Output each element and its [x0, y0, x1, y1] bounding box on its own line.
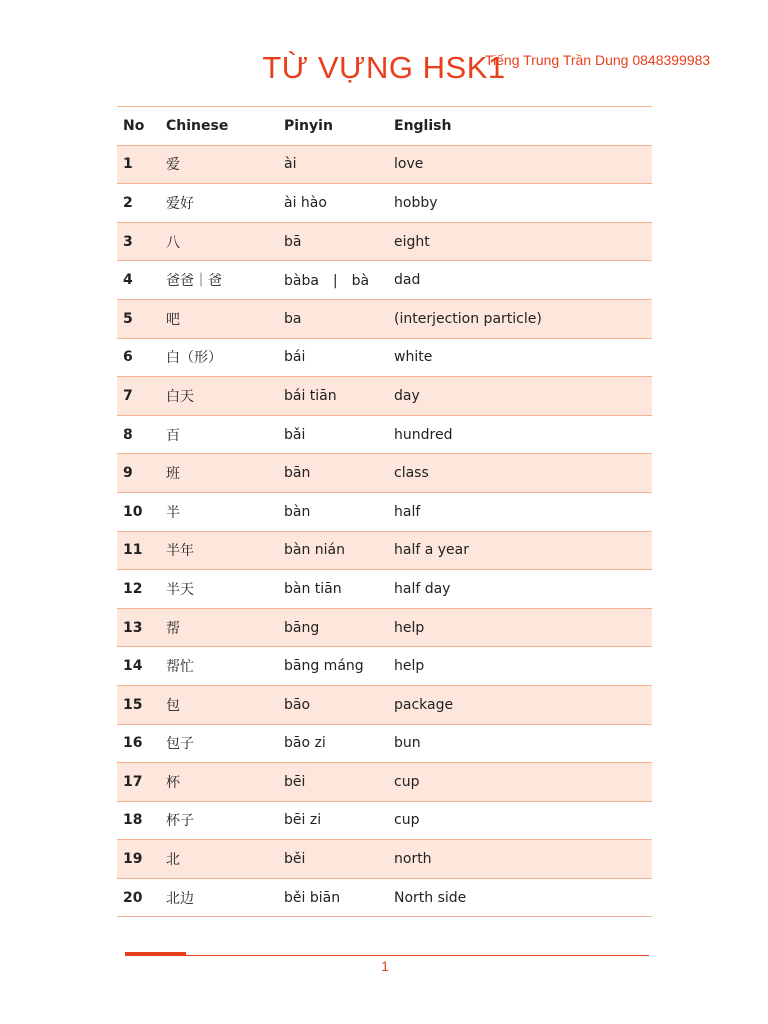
cell-chinese: 爸爸｜爸 — [160, 261, 278, 300]
cell-pinyin: bāo — [278, 685, 388, 724]
cell-pinyin: bēi zi — [278, 801, 388, 840]
cell-english: eight — [388, 222, 652, 261]
cell-no: 12 — [117, 570, 160, 609]
table-row — [117, 608, 652, 647]
footer-accent-bar — [125, 952, 186, 956]
cell-pinyin: bàn — [278, 492, 388, 531]
cell-english: north — [388, 840, 652, 879]
table-header — [117, 107, 652, 146]
cell-pinyin: bāo zi — [278, 724, 388, 763]
cell-chinese: 包 — [160, 685, 278, 724]
header-chinese: Chinese — [160, 107, 278, 146]
cell-chinese: 白（形） — [160, 338, 278, 377]
table-row — [117, 685, 652, 724]
cell-no: 9 — [117, 454, 160, 493]
cell-chinese: 班 — [160, 454, 278, 493]
cell-pinyin: bàba | bà — [278, 261, 388, 300]
cell-english: North side — [388, 878, 652, 917]
table-row — [117, 492, 652, 531]
cell-pinyin: ba — [278, 299, 388, 338]
cell-no: 13 — [117, 608, 160, 647]
cell-chinese: 百 — [160, 415, 278, 454]
cell-no: 4 — [117, 261, 160, 300]
table-row — [117, 261, 652, 300]
cell-english: package — [388, 685, 652, 724]
page-title: TỪ VỰNG HSK1 — [262, 50, 506, 85]
cell-english: half a year — [388, 531, 652, 570]
table-row — [117, 801, 652, 840]
page-number: 1 — [381, 958, 389, 974]
cell-no: 15 — [117, 685, 160, 724]
cell-chinese: 半 — [160, 492, 278, 531]
table-row — [117, 840, 652, 879]
cell-english: cup — [388, 763, 652, 802]
table-row — [117, 184, 652, 223]
cell-english: class — [388, 454, 652, 493]
cell-english: dad — [388, 261, 652, 300]
cell-no: 16 — [117, 724, 160, 763]
cell-no: 1 — [117, 145, 160, 184]
cell-english: bun — [388, 724, 652, 763]
cell-pinyin: bēi — [278, 763, 388, 802]
cell-english: day — [388, 377, 652, 416]
cell-pinyin: bāng máng — [278, 647, 388, 686]
table-row — [117, 415, 652, 454]
cell-english: half day — [388, 570, 652, 609]
header-pinyin: Pinyin — [278, 107, 388, 146]
cell-no: 7 — [117, 377, 160, 416]
cell-pinyin: bàn nián — [278, 531, 388, 570]
table-row — [117, 647, 652, 686]
cell-english: cup — [388, 801, 652, 840]
cell-pinyin: běi biān — [278, 878, 388, 917]
cell-chinese: 杯子 — [160, 801, 278, 840]
cell-chinese: 半年 — [160, 531, 278, 570]
cell-chinese: 帮忙 — [160, 647, 278, 686]
table-row — [117, 878, 652, 917]
cell-english: help — [388, 647, 652, 686]
cell-no: 19 — [117, 840, 160, 879]
cell-english: love — [388, 145, 652, 184]
cell-no: 18 — [117, 801, 160, 840]
cell-pinyin: bā — [278, 222, 388, 261]
cell-pinyin: bǎi — [278, 415, 388, 454]
cell-english: hundred — [388, 415, 652, 454]
cell-chinese: 帮 — [160, 608, 278, 647]
cell-chinese: 包子 — [160, 724, 278, 763]
table-row — [117, 145, 652, 184]
vocabulary-table — [117, 106, 652, 917]
cell-no: 20 — [117, 878, 160, 917]
watermark-text: Tiếng Trung Trần Dung 0848399983 — [485, 52, 711, 68]
cell-pinyin: běi — [278, 840, 388, 879]
cell-chinese: 爱 — [160, 145, 278, 184]
cell-no: 3 — [117, 222, 160, 261]
cell-pinyin: bān — [278, 454, 388, 493]
cell-english: white — [388, 338, 652, 377]
header-row — [117, 107, 652, 146]
table-row — [117, 570, 652, 609]
table-row — [117, 299, 652, 338]
cell-pinyin: bàn tiān — [278, 570, 388, 609]
cell-chinese: 吧 — [160, 299, 278, 338]
cell-chinese: 北边 — [160, 878, 278, 917]
table-row — [117, 531, 652, 570]
table-row — [117, 222, 652, 261]
header-no: No — [117, 107, 160, 146]
cell-chinese: 爱好 — [160, 184, 278, 223]
cell-no: 8 — [117, 415, 160, 454]
table-row — [117, 724, 652, 763]
cell-no: 5 — [117, 299, 160, 338]
cell-pinyin: bāng — [278, 608, 388, 647]
cell-chinese: 北 — [160, 840, 278, 879]
cell-english: hobby — [388, 184, 652, 223]
table-row — [117, 763, 652, 802]
cell-no: 14 — [117, 647, 160, 686]
cell-english: help — [388, 608, 652, 647]
cell-no: 2 — [117, 184, 160, 223]
cell-pinyin: ài hào — [278, 184, 388, 223]
cell-no: 17 — [117, 763, 160, 802]
cell-chinese: 杯 — [160, 763, 278, 802]
cell-chinese: 白天 — [160, 377, 278, 416]
table-row — [117, 377, 652, 416]
table-row — [117, 338, 652, 377]
cell-no: 11 — [117, 531, 160, 570]
cell-english: (interjection particle) — [388, 299, 652, 338]
cell-no: 6 — [117, 338, 160, 377]
header-english: English — [388, 107, 652, 146]
table-body — [117, 145, 652, 917]
cell-english: half — [388, 492, 652, 531]
footer-divider — [125, 955, 649, 956]
table-row — [117, 454, 652, 493]
cell-pinyin: ài — [278, 145, 388, 184]
cell-pinyin: bái — [278, 338, 388, 377]
cell-chinese: 半天 — [160, 570, 278, 609]
cell-chinese: 八 — [160, 222, 278, 261]
cell-pinyin: bái tiān — [278, 377, 388, 416]
cell-no: 10 — [117, 492, 160, 531]
